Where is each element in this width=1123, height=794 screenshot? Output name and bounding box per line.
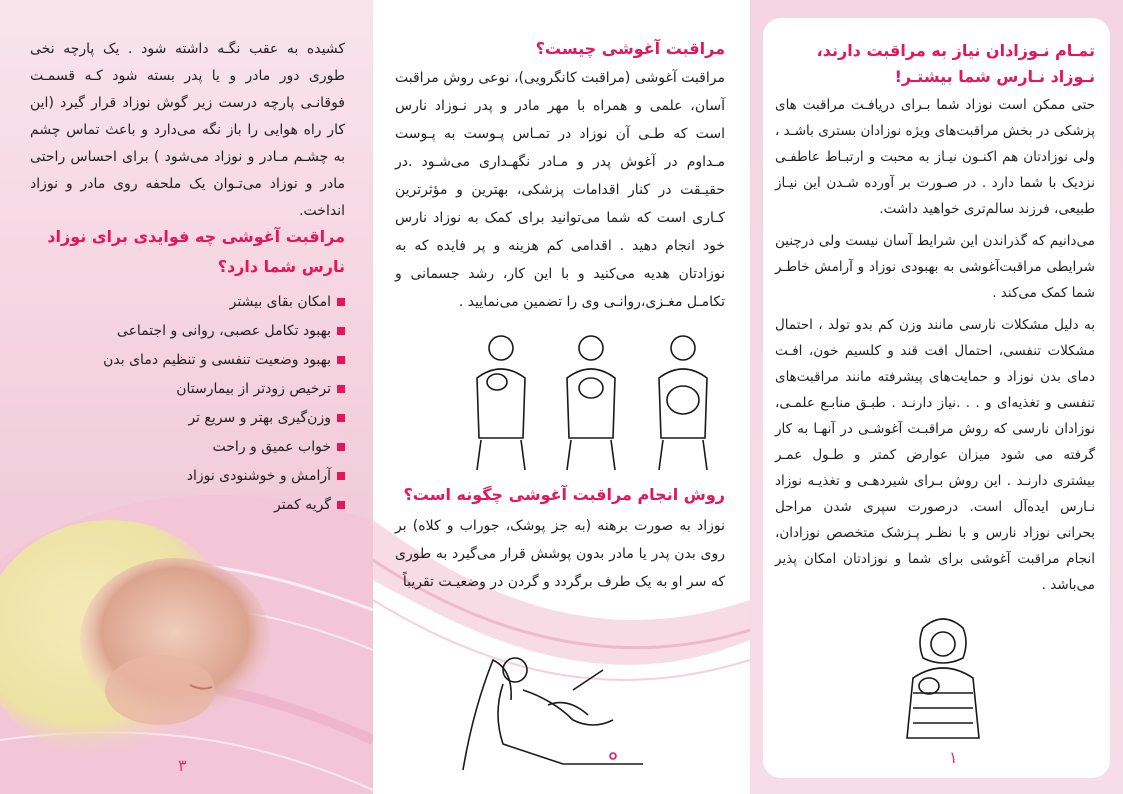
what-is-title: مراقبت آغوشی چیست؟ <box>535 39 725 58</box>
panel-page-1 <box>750 0 1123 794</box>
how-to-paragraph: نوزاد به صورت برهنه (به جز پوشک، جوراب و کلاه) بر روی بدن پدر یا مادر بدون پوشش قرار می‌گیرد به طوری که سر او به یک طرف برگردد و گردن در وضعیـت تقریباً <box>395 518 725 590</box>
benefit-item <box>30 288 345 317</box>
benefit-text: وزن‌گیری بهتر و سریع تر <box>188 410 331 426</box>
benefit-item <box>30 317 345 346</box>
intro-paragraph-1: حتی ممکن است نوزاد شما بـرای دریافـت مراقبت های پزشکی در بخش مراقبت‌های ویژه نوزادان بستری باشـد ، ولی نوزادتان هم اکنـون نیـاز به محبت و ارتبـاط عاطفـی نزدیک با شما دارد . در صـورت بر آورده شـدن این نیـاز طبیعی، فرزند سالم‌تری خواهید داشت. <box>775 97 1095 217</box>
continued-paragraph: کشیده به عقب نگـه داشته شود . یک پارچه نخی طوری دور مادر و یا پدر بسته شود کـه قسمـت فوقانـی پارچه درست زیر گوش نوزاد قرار گیرد (این کار راه هوایی را باز نگه می‌دارد و باعث تماس چشم به چشـم مـادر و نوزاد می‌شود ) برای احساس راحتی مادر و نوزاد می‌تـوان یک ملحفه روی مادر و نوزاد انداخت. <box>30 41 345 219</box>
bullet-square-icon <box>337 501 345 509</box>
benefits-title: مراقبت آغوشی چه فوایدی برای نوزاد نارس شما دارد؟ <box>47 227 345 276</box>
benefit-text: بهبود وضعیت تنفسی و تنظیم دمای بدن <box>103 352 331 368</box>
benefit-item <box>30 346 345 375</box>
content-card <box>763 18 1110 778</box>
benefit-text: خواب عمیق و راحت <box>212 439 331 455</box>
bullet-square-icon <box>337 356 345 364</box>
benefit-item <box>30 433 345 462</box>
benefit-text: آرامش و خوشنودی نوزاد <box>186 468 331 484</box>
what-is-paragraph: مراقبت آغوشی (مراقبت کانگرویی)، نوعی روش مراقبت آسان، علمی و همراه با مهر مادر و پدر نـوزاد نارس است که طـی آن نوزاد در تمـاس پـوست به پـوست مـداوم در آغوش پدر و مـادر نگهـداری می‌شـود .در حقیـقت در کنار اقدامات پزشکی، بهترین و مؤثرترین کـاری است که شما می‌توانید برای کمک به نوزاد نارس خود انجام دهید . اقدامی کم هزینه و پر فایده که به نوزادتان هدیه می‌کنید و با این کار، رشد جسمانی و تکامـل مغـزی،روانـی وی را تضمین می‌نمایید . <box>395 70 725 310</box>
intro-paragraph-3: به دلیل مشکلات نارسی مانند وزن کم بدو تولد ، احتمال مشکلات تنفسی، احتمال افت قند و کلسیم خون، افـت دمای بدن نوزاد و حمایت‌های پیشرفته مانند مراقبت‌های تنفسی و تغذیه‌ای و . . .نیاز دارنـد . طبـق منابـع علمـی، نوزادان نارسی که روش مراقبـت آغوشـی در آنهـا به کار گرفته می شود میزان عوارض کمتر و طـول عمـر بیشتری دارنـد . این روش بـرای شیردهـی و تغذیـه نوزاد نـارس ایده‌آل است. درصورت سپری شدن مراحل بحرانی نوزاد نارس و با نظـر پـزشک متخصص نوزادان، انجام مراقبت آغوشی برای شما و نوزادتان امکان پذیر می‌باشد . <box>775 317 1095 593</box>
bullet-square-icon <box>337 327 345 335</box>
benefit-item <box>30 404 345 433</box>
mother-wrapped-baby-illustration <box>883 608 1003 748</box>
benefits-list <box>30 288 345 520</box>
benefit-text: امکان بقای بیشتر <box>229 294 331 310</box>
bullet-square-icon <box>337 385 345 393</box>
benefit-item <box>30 491 345 520</box>
benefit-item <box>30 375 345 404</box>
benefit-text: بهبود تکامل عصبی، روانی و اجتماعی <box>116 323 331 339</box>
bullet-square-icon <box>337 472 345 480</box>
intro-title-line2: نـوزاد نـارس شما بیشتـر! <box>894 67 1095 86</box>
benefit-text: ترخیص زودتر از بیمارستان <box>176 381 331 397</box>
bullet-square-icon <box>337 298 345 306</box>
page-number: ۱ <box>949 748 958 767</box>
benefit-item <box>30 462 345 491</box>
reclining-mother-illustration <box>453 650 653 780</box>
panel-page-2 <box>373 0 750 794</box>
benefit-text: گریه کمتر <box>274 497 331 513</box>
bullet-square-icon <box>337 414 345 422</box>
bullet-square-icon <box>337 443 345 451</box>
page-number: ۳ <box>178 756 187 775</box>
intro-paragraph-2: می‌دانیم که گذراندن این شرایط آسان نیست ولی درچنین شرایطی مراقبت‌آغوشی به بهبودی نوزاد و آرامش خاطـر شما کمک می‌کند . <box>775 233 1095 301</box>
mother-holding-baby-illustration <box>451 330 750 470</box>
sleeping-baby-photo <box>0 520 330 770</box>
panel-page-3 <box>0 0 373 794</box>
intro-title-line1: تمـام نـوزادان نیاز به مراقبت دارند، <box>816 41 1095 60</box>
how-to-title: روش انجام مراقبت آغوشی چگونه است؟ <box>403 485 725 504</box>
